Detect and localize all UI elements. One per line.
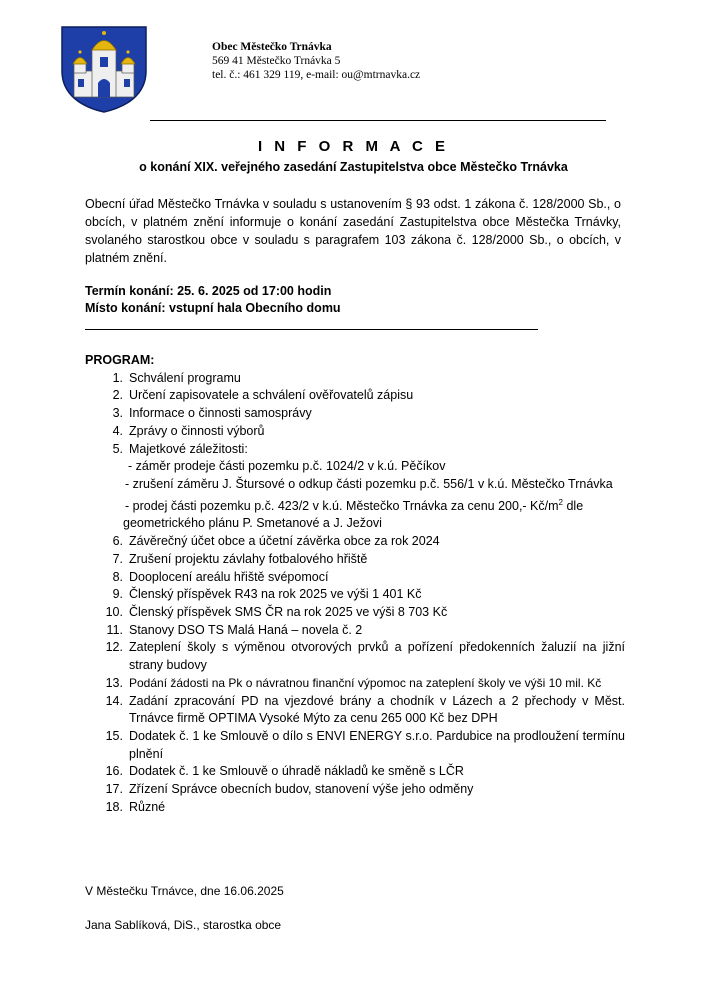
sub-item-text: dle geometrického plánu P. Smetanové a J. Ježovi — [123, 498, 584, 531]
list-item — [85, 370, 625, 388]
item-text: Zateplení školy s výměnou otvorových prvků a pořízení předokenních žaluzií na jižní strany budovy — [129, 640, 625, 673]
meeting-time: Termín konání: 25. 6. 2025 od 17:00 hodin — [85, 284, 332, 298]
meeting-divider — [85, 329, 538, 330]
sub-item — [85, 494, 625, 534]
item-number: 3. — [112, 406, 123, 421]
item-text: Schválení programu — [129, 370, 241, 385]
item-number: 12. — [105, 640, 123, 655]
item-text: Zprávy o činnosti výborů — [129, 423, 265, 438]
list-item — [85, 728, 625, 763]
list-item — [85, 405, 625, 423]
meeting-place: Místo konání: vstupní hala Obecního domu — [85, 301, 341, 315]
item-text: Dodatek č. 1 ke Smlouvě o úhradě nákladů ke směně s LČR — [129, 764, 464, 779]
org-contact: tel. č.: 461 329 119, e-mail: ou@mtrnavka.cz — [212, 69, 421, 81]
item-number: 11. — [106, 622, 123, 637]
org-address: 569 41 Městečko Trnávka 5 — [212, 55, 341, 67]
item-text: Podání žádosti na Pk o návratnou finanční výpomoc na zateplení školy ve výši 10 mil. Kč — [129, 675, 602, 690]
sub-item-text: - zrušení záměru J. Štursové o odkup části pozemku p.č. 556/1 v k.ú. Městečko Trnávka — [125, 476, 613, 491]
list-item — [85, 799, 625, 817]
item-text: Zrušení projektu závlahy fotbalového hřiště — [129, 551, 368, 566]
meeting-info — [85, 283, 341, 317]
item-text: Členský příspěvek R43 na rok 2025 ve výši 1 401 Kč — [129, 587, 422, 602]
list-item — [85, 604, 625, 622]
item-text: Dooplocení areálu hřiště svépomocí — [129, 569, 329, 584]
sub-item-text: - záměr prodeje části pozemku p.č. 1024/2 v k.ú. Pěčíkov — [128, 459, 446, 474]
document-subtitle: o konání XIX. veřejného zasedání Zastupitelstva obce Městečko Trnávka — [139, 160, 568, 174]
program-heading: PROGRAM: — [85, 353, 155, 367]
sub-item — [85, 476, 625, 494]
item-text: Dodatek č. 1 ke Smlouvě o dílo s ENVI ENERGY s.r.o. Pardubice na prodloužení termínu plnění — [129, 728, 625, 761]
item-text: Členský příspěvek SMS ČR na rok 2025 ve výši 8 703 Kč — [129, 605, 448, 619]
item-number: 18. — [105, 799, 123, 814]
signature: Jana Sablíková, DiS., starostka obce — [85, 918, 282, 932]
organization-header — [212, 40, 420, 82]
superscript: 2 — [558, 497, 563, 507]
list-item — [85, 387, 625, 405]
item-number: 4. — [112, 423, 123, 438]
item-text: Různé — [129, 799, 166, 814]
header-divider — [150, 120, 606, 121]
item-number: 17. — [105, 782, 123, 797]
place-date: V Městečku Trnávce, dne 16.06.2025 — [85, 884, 284, 898]
item-number: 9. — [112, 587, 123, 602]
item-number: 2. — [112, 388, 123, 403]
item-number: 10. — [105, 605, 123, 619]
item-text: Určení zapisovatele a schválení ověřovatelů zápisu — [129, 388, 414, 403]
item-number: 14. — [105, 693, 123, 708]
item-number: 16. — [105, 764, 123, 779]
list-item — [85, 763, 625, 781]
list-item — [85, 639, 625, 674]
item-number: 8. — [112, 569, 123, 584]
sub-item — [85, 458, 625, 476]
sub-item-text: - prodej části pozemku p.č. 423/2 v k.ú. Městečko Trnávka za cenu 200,- Kč/m — [125, 498, 559, 513]
list-item — [85, 441, 625, 459]
item-text: Stanovy DSO TS Malá Haná – novela č. 2 — [129, 622, 363, 637]
list-item — [85, 675, 625, 693]
item-number: 13. — [105, 675, 123, 690]
item-text: Zřízení Správce obecních budov, stanovení výše jeho odměny — [129, 782, 474, 797]
item-text: Informace o činnosti samosprávy — [129, 406, 312, 421]
item-number: 1. — [112, 370, 123, 385]
list-item — [85, 586, 625, 604]
list-item — [85, 423, 625, 441]
program-list — [85, 352, 625, 816]
org-name: Obec Městečko Trnávka — [212, 41, 332, 53]
item-number: 6. — [112, 534, 123, 549]
list-item — [85, 551, 625, 569]
list-item — [85, 569, 625, 587]
item-text: Závěrečný účet obce a účetní závěrka obce za rok 2024 — [129, 534, 440, 549]
item-number: 7. — [112, 551, 123, 566]
list-item — [85, 693, 625, 728]
intro-paragraph — [85, 195, 621, 267]
list-item — [85, 622, 625, 640]
document-title: I N F O R M A C E — [257, 138, 450, 155]
intro-text: Obecní úřad Městečko Trnávka v souladu s ustanovením § 93 odst. 1 zákona č. 128/2000 Sb., o obcích, v platném znění informuje o konání zasedání Zastupitelstva obce Městečka Trnávky, svolaného starostkou obce v souladu s paragrafem 103 zákona č. 128/2000 Sb., o obcích, v platném znění. — [85, 197, 621, 265]
list-item — [85, 781, 625, 799]
list-item — [85, 533, 625, 551]
coat-of-arms-icon — [56, 23, 152, 113]
item-number: 5. — [112, 441, 123, 456]
item-number: 15. — [105, 728, 123, 743]
item-text: Zadání zpracování PD na vjezdové brány a chodník v Lázech a 2 přechody v Měst. Trnávce firmě OPTIMA Vysoké Mýto za cenu 265 000 Kč bez DPH — [129, 693, 625, 726]
item-text: Majetkové záležitosti: — [129, 441, 248, 456]
